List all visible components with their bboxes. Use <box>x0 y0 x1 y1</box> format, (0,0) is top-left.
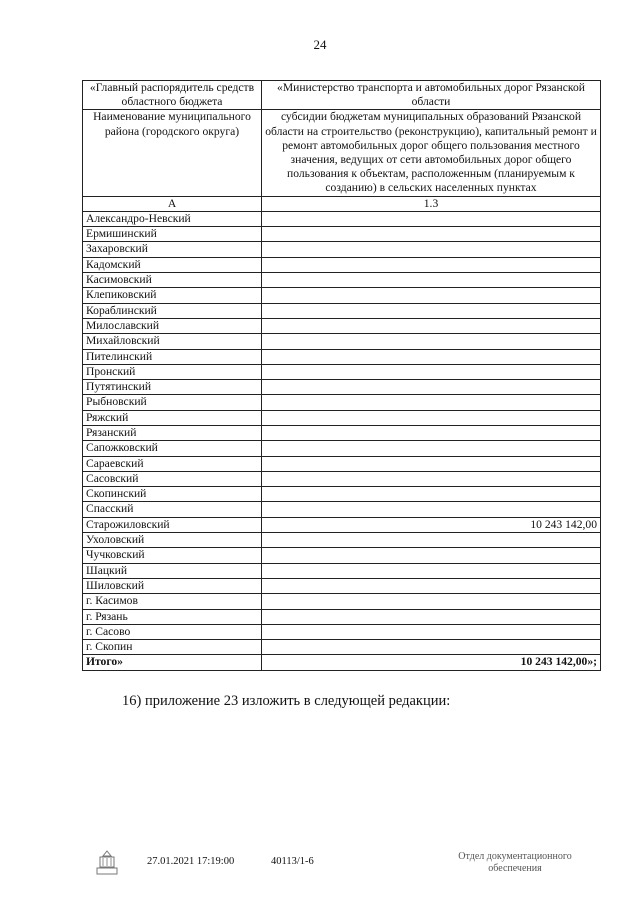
district-name: Пителинский <box>83 349 262 364</box>
subsidy-amount <box>262 624 601 639</box>
subsidy-amount <box>262 425 601 440</box>
subsidy-amount <box>262 395 601 410</box>
table-row <box>83 273 601 288</box>
table-row <box>83 609 601 624</box>
district-name: Путятинский <box>83 380 262 395</box>
table-row <box>83 288 601 303</box>
table-row <box>83 318 601 333</box>
table-row <box>83 640 601 655</box>
total-amount: 10 243 142,00»; <box>262 655 601 670</box>
table-row <box>83 349 601 364</box>
subsidy-amount <box>262 441 601 456</box>
district-name: Ряжский <box>83 410 262 425</box>
subsidy-amount <box>262 303 601 318</box>
table-row <box>83 563 601 578</box>
district-name: Михайловский <box>83 334 262 349</box>
district-name: Старожиловский <box>83 517 262 532</box>
subsidy-amount <box>262 273 601 288</box>
subsidy-amount <box>262 211 601 226</box>
table-row <box>83 533 601 548</box>
subsidy-amount <box>262 257 601 272</box>
subsidy-amount <box>262 640 601 655</box>
district-name: Касимовский <box>83 273 262 288</box>
district-name: Рязанский <box>83 425 262 440</box>
subsidy-amount <box>262 594 601 609</box>
subsidy-amount <box>262 410 601 425</box>
total-row <box>83 655 601 670</box>
district-name: Кораблинский <box>83 303 262 318</box>
header-district-label: Наименование муниципального района (городского округа) <box>83 110 262 196</box>
footer-doc-number: 40113/1-6 <box>271 856 314 867</box>
table-row <box>83 548 601 563</box>
district-name: г. Сасово <box>83 624 262 639</box>
subsidy-amount <box>262 242 601 257</box>
table-row <box>83 303 601 318</box>
table-row <box>83 227 601 242</box>
table-row <box>83 334 601 349</box>
district-name: Чучковский <box>83 548 262 563</box>
header-code-a: А <box>83 196 262 211</box>
district-name: Рыбновский <box>83 395 262 410</box>
district-name: Сапожковский <box>83 441 262 456</box>
subsidy-amount <box>262 288 601 303</box>
table-row <box>83 517 601 532</box>
district-name: Сараевский <box>83 456 262 471</box>
subsidy-amount: 10 243 142,00 <box>262 517 601 532</box>
district-name: Шацкий <box>83 563 262 578</box>
district-name: Александро-Невский <box>83 211 262 226</box>
header-row-distributor <box>83 81 601 110</box>
subsidy-amount <box>262 487 601 502</box>
table-row <box>83 441 601 456</box>
footer-date: 27.01.2021 17:19:00 <box>147 856 235 867</box>
table-row <box>83 624 601 639</box>
subsidy-amount <box>262 349 601 364</box>
subsidy-amount <box>262 471 601 486</box>
table-row <box>83 257 601 272</box>
subsidy-amount <box>262 380 601 395</box>
district-name: Кадомский <box>83 257 262 272</box>
footer-department: Отдел документационного обеспечения <box>458 851 572 874</box>
table-row <box>83 594 601 609</box>
header-code-1-3: 1.3 <box>262 196 601 211</box>
header-row-codes <box>83 196 601 211</box>
subsidy-amount <box>262 334 601 349</box>
continuation-text: 16) приложение 23 изложить в следующей редакции: <box>122 693 451 709</box>
district-name: Ермишинский <box>83 227 262 242</box>
table-row <box>83 242 601 257</box>
district-name: Сасовский <box>83 471 262 486</box>
subsidy-amount <box>262 502 601 517</box>
table-row <box>83 456 601 471</box>
building-seal-icon <box>92 848 122 878</box>
district-name: Шиловский <box>83 578 262 593</box>
table-row <box>83 395 601 410</box>
header-distributor-label: «Главный распорядитель средств областного бюджета <box>83 81 262 110</box>
table-row <box>83 364 601 379</box>
header-row-columns <box>83 110 601 196</box>
subsidy-amount <box>262 318 601 333</box>
page-number: 24 <box>313 37 327 52</box>
subsidy-amount <box>262 609 601 624</box>
district-name: Захаровский <box>83 242 262 257</box>
table-row <box>83 211 601 226</box>
table-row <box>83 380 601 395</box>
table-row <box>83 502 601 517</box>
subsidy-amount <box>262 456 601 471</box>
header-subsidy-label: субсидии бюджетам муниципальных образований Рязанской области на строительство (реконструкцию), капитальный ремонт и ремонт автомобильных дорог общего пользования местного значения, ведущих от сети автомобильных дорог общего пользования к объектам, расположенным (планируемым к созданию) в сельских населенных пунктах <box>262 110 601 196</box>
header-ministry-name: «Министерство транспорта и автомобильных дорог Рязанской области <box>262 81 601 110</box>
district-name: Пронский <box>83 364 262 379</box>
budget-table <box>82 80 601 671</box>
district-name: Спасский <box>83 502 262 517</box>
district-name: г. Касимов <box>83 594 262 609</box>
district-name: Ухоловский <box>83 533 262 548</box>
table-row <box>83 578 601 593</box>
district-name: Милославский <box>83 318 262 333</box>
subsidy-amount <box>262 533 601 548</box>
table-row <box>83 425 601 440</box>
district-name: Скопинский <box>83 487 262 502</box>
table-row <box>83 471 601 486</box>
subsidy-amount <box>262 227 601 242</box>
district-name: г. Рязань <box>83 609 262 624</box>
subsidy-amount <box>262 364 601 379</box>
table-row <box>83 487 601 502</box>
subsidy-amount <box>262 548 601 563</box>
table-row <box>83 410 601 425</box>
subsidy-amount <box>262 563 601 578</box>
subsidy-amount <box>262 578 601 593</box>
district-name: Клепиковский <box>83 288 262 303</box>
total-label: Итого» <box>83 655 262 670</box>
district-name: г. Скопин <box>83 640 262 655</box>
